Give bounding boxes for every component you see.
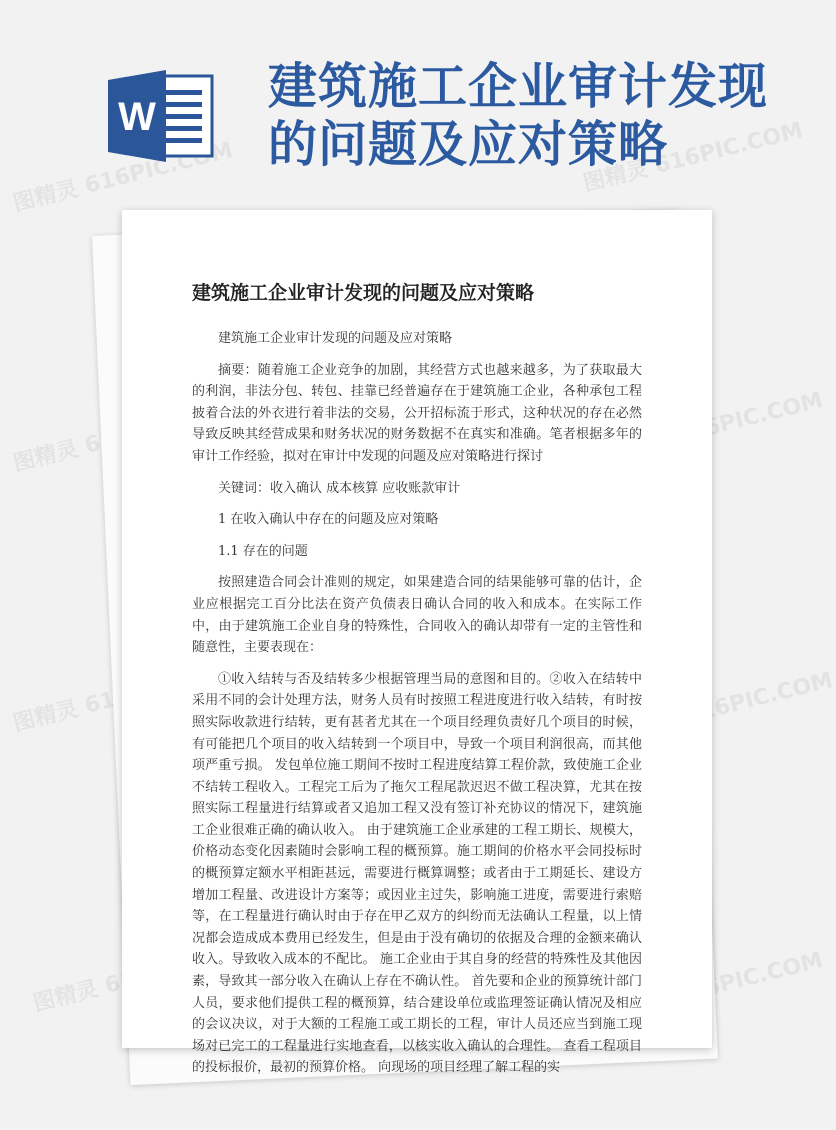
- keywords-line: 关键词：收入确认 成本核算 应收账款审计: [218, 480, 461, 496]
- watermark: 图精灵: [10, 436, 81, 477]
- abstract-paragraph: 摘要：随着施工企业竞争的加剧，其经营方式也越来越多，为了获取最大的利润，非法分包、转包、挂靠已经普遍存在于建筑施工企业，各种承包工程披着合法的外衣进行着非法的交易，公开招标流于形式，这种状况的存在必然导致反映其经营成果和财务状况的财务数据不在真实和准确。笔者根据多年的审计工作经验，拟对在审计中发现的问题及应对策略进行探讨: [192, 362, 642, 464]
- word-document-icon: [108, 70, 216, 162]
- watermark: 图精灵: [10, 696, 81, 737]
- document-title: 建筑施工企业审计发现的问题及应对策略: [192, 282, 535, 304]
- body-paragraph: 按照建造合同会计准则的规定，如果建造合同的结果能够可靠的估计，企业应根据完工百分比法在资产负债表日确认合同的收入和成本。在实际工作中，由于建筑施工企业自身的特殊性，合同收入的确认却带有一定的主管性和随意性，主要表现在：: [192, 575, 642, 656]
- section-heading: 1 在收入确认中存在的问题及应对策略: [218, 512, 439, 528]
- document-page: [122, 210, 712, 1076]
- watermark: 图精灵 616PIC.COM: [580, 118, 806, 197]
- subsection-heading: 1.1 存在的问题: [218, 543, 308, 559]
- page-headline: 建筑施工企业审计发现的问题及应对策略: [268, 58, 769, 173]
- watermark: 图精灵 616PIC.COM: [600, 388, 826, 467]
- body-paragraph: ①收入结转与否及结转多少根据管理当局的意图和目的。②收入在结转中采用不同的会计处理方法，财务人员有时按照工程进度进行收入结转，有时按照实际收款进行结转，更有甚者尤其在一个项目经理负责好几个项目的时候，有可能把几个项目的收入结转到一个项目中，导致一个项目利润很高，而其他项严重亏损。 发包单位施工期间不按时工程进度结算工程价款，致使施工企业不结转工程收入。工程完工后为了拖欠工程尾款迟迟不做工程决算，尤其在按照实际工程量进行结算或者又追加工程又没有签订补充协议的情况下，建筑施工企业很难正确的确认收入。 由于建筑施工企业承建的工程工期长、规模大，价格动态变化因素随时会影响工程的概预算。施工期间的价格水平会同投标时的概预算定额水平相距甚远，需要进行概算调整；或者由于工期延长、建设方增加工程量、改进设计方案等；或因业主过失，影响施工进度，需要进行索赔等，在工程量进行确认时由于存在甲乙双方的纠纷而无法确认工程量，以上情况都会造成成本费用已经发生，但是由于没有确切的依据及合理的金额来确认收入。导致收入成本的不配比。 施工企业由于其自身的经营的特殊性及其他因素，导致其一部分收入在确认上存在不确认性。 首先要和企业的预算统计部门人员，要求他们提供工程的概预算，结合建设单位或监理签证确认情况及相应的会议决议，对于大额的工程施工或工期长的工程，审计人员还应当到施工现场对已完工的工程量进行实地查看，以核实收入确认的合理性。 查看工程项目的投标报价，最初的预算价格。 向现场的项目经理了解工程的实: [192, 671, 642, 1076]
- watermark: 图精灵 616PIC.COM: [610, 668, 836, 747]
- watermark: 616PIC.COM: [672, 948, 826, 1009]
- document-subtitle: 建筑施工企业审计发现的问题及应对策略: [218, 331, 453, 346]
- watermark: 图精灵: [30, 976, 101, 1017]
- document-body: [192, 328, 642, 1089]
- watermark: 图精灵 616PIC.COM: [10, 138, 236, 217]
- word-logo-letter: W: [118, 95, 156, 139]
